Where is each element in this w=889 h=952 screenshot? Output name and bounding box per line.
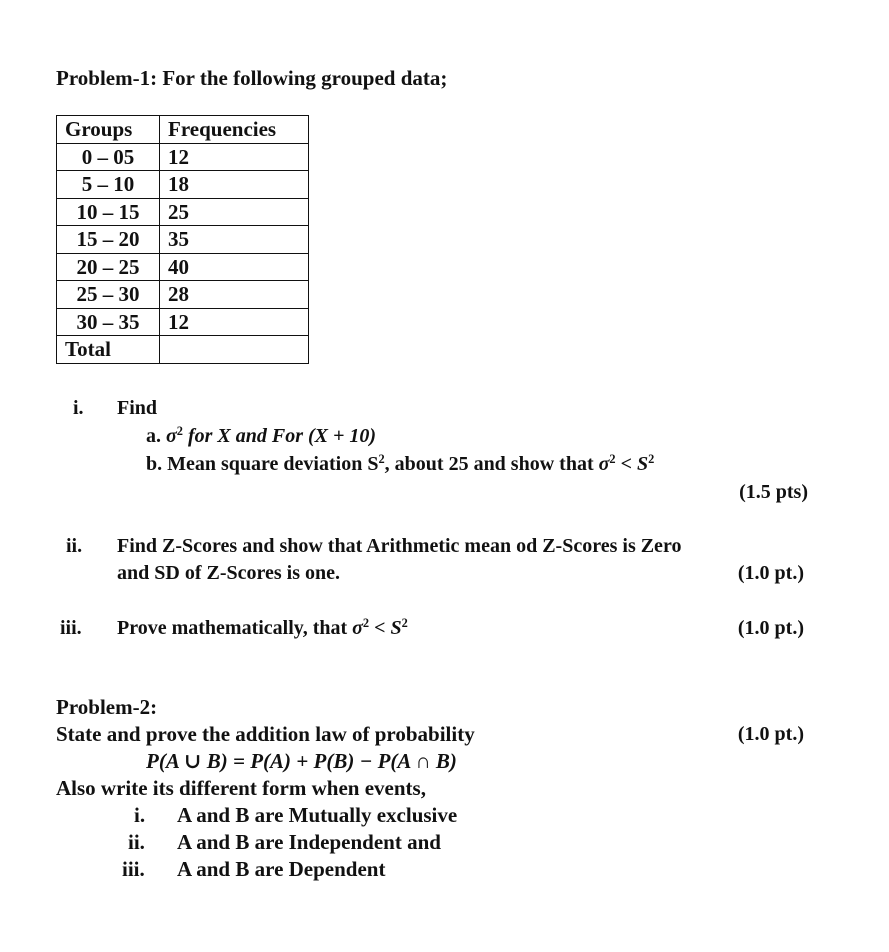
group-cell: 0 – 05 xyxy=(57,143,160,171)
event-item-number: ii. xyxy=(128,830,145,854)
question-2-points: (1.0 pt.) xyxy=(737,562,804,584)
grouped-data-table xyxy=(56,115,309,364)
header-frequencies: Frequencies xyxy=(160,116,309,144)
frequency-cell: 18 xyxy=(160,171,309,199)
table-row xyxy=(57,143,309,171)
less-than-s: < S xyxy=(615,453,649,475)
frequency-cell: 25 xyxy=(160,198,309,226)
table-row xyxy=(57,171,309,199)
question-2-number: ii. xyxy=(66,535,83,557)
question-1a-text: for X and For xyxy=(182,425,309,447)
question-3-points: (1.0 pt.) xyxy=(737,617,804,639)
sigma-symbol: σ xyxy=(166,425,177,447)
problem-2-title: Problem-2: xyxy=(56,695,158,719)
question-1-number: i. xyxy=(73,397,84,419)
table-total-row xyxy=(57,336,309,364)
problem-2-also: Also write its different form when events, xyxy=(56,776,426,800)
question-1a-marker: a. xyxy=(146,425,161,447)
exponent: 2 xyxy=(176,424,183,439)
exponent: 2 xyxy=(609,452,616,467)
sigma-symbol: σ xyxy=(598,453,610,475)
group-cell: 5 – 10 xyxy=(57,171,160,199)
table-row xyxy=(57,281,309,309)
event-item-text: A and B are Independent and xyxy=(177,830,441,854)
table-row xyxy=(57,198,309,226)
total-value xyxy=(160,336,309,364)
table-row xyxy=(57,253,309,281)
question-2-line1: Find Z-Scores and show that Arithmetic mean od Z-Scores is Zero xyxy=(117,535,682,557)
frequency-cell: 40 xyxy=(160,253,309,281)
less-than-s: < S xyxy=(369,617,402,639)
exponent: 2 xyxy=(378,452,385,467)
group-cell: 10 – 15 xyxy=(57,198,160,226)
question-1-label: Find xyxy=(117,397,158,419)
frequency-cell: 12 xyxy=(160,308,309,336)
event-item-text: A and B are Mutually exclusive xyxy=(177,803,458,827)
group-cell: 15 – 20 xyxy=(57,226,160,254)
problem-1-title: Problem-1: For the following grouped data; xyxy=(56,66,448,90)
exponent: 2 xyxy=(401,616,408,631)
question-1b-text2: , about 25 and show that xyxy=(384,453,599,475)
table-row xyxy=(57,226,309,254)
question-1b xyxy=(146,452,654,476)
question-2-line2: and SD of Z-Scores is one. xyxy=(117,562,340,584)
addition-law-formula: P(A ∪ B) = P(A) + P(B) − P(A ∩ B) xyxy=(146,749,457,773)
question-3-text: Prove mathematically, that xyxy=(117,617,353,639)
table-header-row xyxy=(57,116,309,144)
frequency-cell: 28 xyxy=(160,281,309,309)
event-item-text: A and B are Dependent xyxy=(177,857,386,881)
question-1b-marker: b. xyxy=(146,453,163,475)
exponent: 2 xyxy=(648,452,655,467)
group-cell: 20 – 25 xyxy=(57,253,160,281)
group-cell: 30 – 35 xyxy=(57,308,160,336)
frequency-cell: 12 xyxy=(160,143,309,171)
question-1a-expression: (X + 10) xyxy=(308,425,377,447)
total-label: Total xyxy=(57,336,160,364)
table-row xyxy=(57,308,309,336)
question-3-number: iii. xyxy=(60,617,82,639)
question-1b-text: Mean square deviation S xyxy=(167,453,379,475)
event-item-number: i. xyxy=(134,803,146,827)
header-groups: Groups xyxy=(57,116,160,144)
frequency-cell: 35 xyxy=(160,226,309,254)
question-1-points: (1.5 pts) xyxy=(739,481,808,503)
sigma-symbol: σ xyxy=(352,617,363,639)
problem-2-points: (1.0 pt.) xyxy=(737,723,804,745)
event-item-number: iii. xyxy=(122,857,145,881)
group-cell: 25 – 30 xyxy=(57,281,160,309)
problem-2-statement: State and prove the addition law of probability xyxy=(56,722,475,746)
question-3 xyxy=(117,616,408,640)
question-1a xyxy=(146,424,376,448)
exponent: 2 xyxy=(362,616,370,631)
